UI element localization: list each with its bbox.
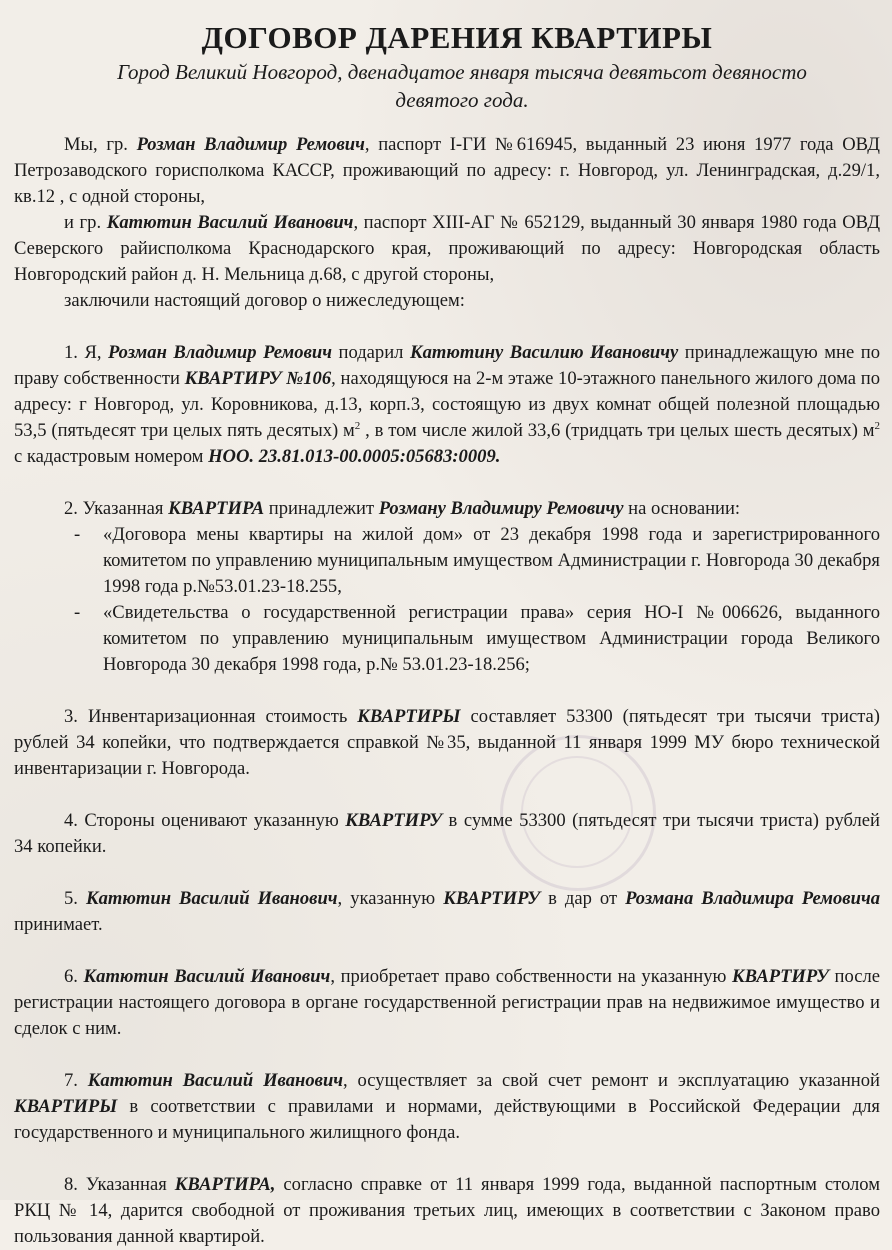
clause-7 <box>14 1068 880 1146</box>
text: в дар от <box>540 888 626 909</box>
apartment-ref: КВАРТИРА, <box>174 1174 276 1195</box>
donor-name: Розману Владимиру Ремовичу <box>378 498 624 519</box>
text: 2. Указанная <box>64 498 169 519</box>
text: 6. <box>64 966 84 987</box>
clause-1 <box>14 340 880 470</box>
text: , осуществляет за свой счет ремонт и эксплуатацию указанной <box>343 1070 880 1091</box>
text: с кадастровым номером <box>14 446 209 467</box>
donor-name: Розман Владимир Ремович <box>108 342 332 363</box>
apartment-ref: КВАРТИРУ <box>732 966 829 987</box>
apartment-ref: КВАРТИРЫ <box>14 1096 118 1117</box>
text: на основании: <box>623 498 741 519</box>
basis-item-text: «Договора мены квартиры на жилой дом» от 23 декабря 1998 года и зарегистрированного комитетом по управлению муниципальным имуществом Администрации г. Новгорода 30 декабря 1998 года р.№53.01.23-18.255, <box>103 524 880 597</box>
recipient-name: Катютин Василий Иванович <box>87 1070 344 1091</box>
text: , в том числе жилой 33,6 (тридцать три целых шесть десятых) м <box>360 420 875 441</box>
clause-8 <box>14 1172 880 1250</box>
apartment-ref: КВАРТИРУ <box>345 810 443 831</box>
apartment-ref: КВАРТИРУ <box>443 888 541 909</box>
text: и гр. <box>64 212 107 233</box>
text: принадлежащую мне по праву собственности <box>14 342 880 389</box>
apartment-number: КВАРТИРУ №106 <box>184 368 332 389</box>
clause-6 <box>14 964 880 1042</box>
text: , паспорт XIII-АГ № 652129, выданный 30 января 1980 года ОВД Северского райисполкома Краснодарского края, проживающий по адресу: Новгородская область Новгородский район д. Н. Мельница д.68, с другой стороны, <box>14 212 880 285</box>
agreement-line: заключили настоящий договор о нижеследующем: <box>64 290 465 311</box>
superscript: 2 <box>354 419 361 432</box>
text: подарил <box>332 342 410 363</box>
superscript: 2 <box>874 419 880 432</box>
dash-marker: - <box>74 602 81 623</box>
donor-name: Розмана Владимира Ремовича <box>625 888 881 909</box>
clause-2 <box>14 496 880 522</box>
basis-item-1 <box>14 522 880 600</box>
text: 5. <box>64 888 86 909</box>
text: , указанную <box>337 888 444 909</box>
text: принадлежит <box>264 498 379 519</box>
text: , паспорт I-ГИ №616945, выданный 23 июня 1977 года ОВД Петрозаводского горисполкома КАССР, проживающий по адресу: г. Новгород, ул. Ленинградская, д.29/1, кв.12 , с одной стороны, <box>14 134 880 207</box>
place-date-line-1: Город Великий Новгород, двенадцатое января тысяча девятьсот девяносто <box>117 60 807 84</box>
text: 3. Инвентаризационная стоимость <box>64 706 358 727</box>
text: составляет 53300 (пятьдесят три тысячи триста) рублей 34 копейки, что подтверждается справкой №35, выданной 11 января 1999 МУ бюро технической инвентаризации г. Новгорода. <box>14 706 880 779</box>
text: 8. Указанная <box>64 1174 175 1195</box>
basis-item-text: «Свидетельства о государственной регистрации права» серия НО-I №006626, выданного комитетом по управлению муниципальным имуществом Администрации города Великого Новгорода 30 декабря 1998 года, р.№ 53.01.23-18.256; <box>103 602 880 675</box>
party-2-paragraph <box>14 210 880 288</box>
text: 7. <box>64 1070 88 1091</box>
basis-item-2 <box>14 600 880 678</box>
text: , приобретает право собственности на указанную <box>330 966 733 987</box>
text: принимает. <box>14 914 103 935</box>
text: Мы, гр. <box>64 134 137 155</box>
document-title: ДОГОВОР ДАРЕНИЯ КВАРТИРЫ <box>201 20 713 55</box>
recipient-name: Катютин Василий Иванович <box>83 966 331 987</box>
apartment-ref: КВАРТИРА <box>168 498 265 519</box>
text: в сумме 53300 (пятьдесят три тысячи триста) рублей 34 копейки. <box>14 810 881 857</box>
text: , находящуюся на 2-м этаже 10-этажного панельного жилого дома по адресу: г Новгород, ул. Коровникова, д.13, корп.3, состоящую из двух комнат общей полезной площадью 53,5 (пятьдесят три целых пять десятых) м <box>14 368 881 441</box>
clause-4 <box>14 808 880 860</box>
text: после регистрации настоящего договора в органе государственной регистрации прав на недвижимое имущество и сделок с ним. <box>14 966 880 1039</box>
clause-5 <box>14 886 880 938</box>
party-1-paragraph <box>14 132 880 210</box>
text: согласно справке от 11 января 1999 года, выданной паспортным столом РКЦ № 14, дарится свободной от проживания третьих лиц, имеющих в соответствии с Законом право пользования данной квартирой. <box>14 1174 880 1247</box>
dash-marker: - <box>74 524 81 545</box>
donor-name: Розман Владимир Ремович <box>136 134 365 155</box>
document-place-date <box>74 58 850 114</box>
apartment-ref: КВАРТИРЫ <box>357 706 461 727</box>
text: в соответствии с правилами и нормами, действующими в Российской Федерации для государственного и муниципального жилищного фонда. <box>14 1096 880 1143</box>
text: 1. Я, <box>64 342 108 363</box>
document-body <box>14 18 880 1250</box>
recipient-name: Катютин Василий Иванович <box>85 888 338 909</box>
place-date-line-2: девятого года. <box>395 88 529 112</box>
cadastral-number: НОО. 23.81.013-00.0005:05683:0009. <box>208 446 501 467</box>
recipient-name: Катютин Василий Иванович <box>106 212 354 233</box>
text: 4. Стороны оценивают указанную <box>64 810 346 831</box>
clause-3 <box>14 704 880 782</box>
recipient-name: Катютину Василию Ивановичу <box>409 342 679 363</box>
